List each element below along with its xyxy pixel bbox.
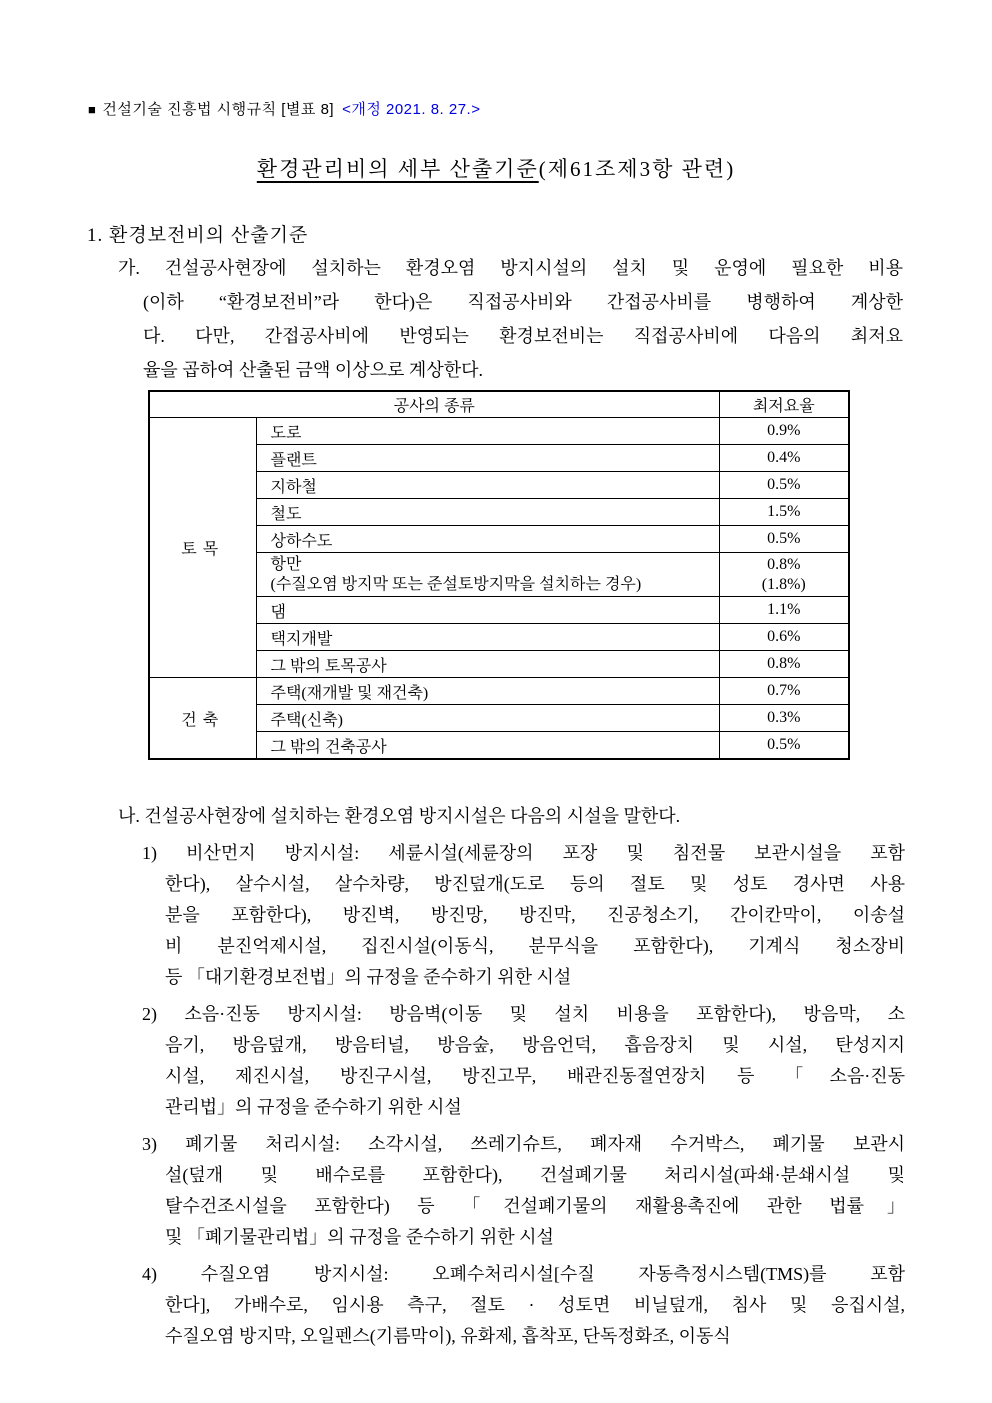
table-row [149, 418, 849, 445]
rates-table [148, 390, 850, 760]
list-item [118, 999, 905, 1123]
text-line: 4) 수질오염 방지시설: 오폐수처리시설[수질 자동측정시스템(TMS)를 포함 [142, 1264, 905, 1284]
paragraph-ga [118, 251, 903, 387]
table-row [149, 678, 849, 705]
revision-note: <개정 2021. 8. 27.> [342, 101, 481, 118]
text-line: 수질오염 방지막, 오일펜스(기름막이), 유화제, 흡착포, 단독정화조, 이동식 [165, 1326, 731, 1346]
work-type-cell: 상하수도 [256, 526, 719, 553]
page-title-suffix: (제61조제3항 관련) [538, 157, 736, 181]
text-line: 2) 소음·진동 방지시설: 방음벽(이동 및 설치 비용을 포함한다), 방음막, 소 [142, 1004, 905, 1024]
min-rate-cell: 1.5% [719, 499, 849, 526]
work-type-text: 항만 [270, 555, 302, 573]
text-line: 한다], 가배수로, 임시용 측구, 절토 · 성토면 비닐덮개, 침사 및 응집시설, [165, 1295, 905, 1315]
list-item [118, 1259, 905, 1352]
square-bullet-icon: ■ [88, 102, 97, 117]
text-line: 비 분진억제시설, 집진시설(이동식, 분무식을 포함한다), 기계식 청소장비 [165, 936, 905, 956]
min-rate-cell: 0.5% [719, 526, 849, 553]
min-rate-cell: 1.1% [719, 597, 849, 624]
text-line: 가. 건설공사현장에 설치하는 환경오염 방지시설의 설치 및 운영에 필요한 비용 [118, 258, 903, 278]
min-rate-cell: 0.4% [719, 445, 849, 472]
text-line: 분을 포함한다), 방진벽, 방진망, 방진막, 진공청소기, 간이칸막이, 이송설 [165, 905, 905, 925]
work-type-cell: 철도 [256, 499, 719, 526]
text-line: 음기, 방음덮개, 방음터널, 방음숲, 방음언덕, 흡음장치 및 시설, 탄성지지 [165, 1035, 905, 1055]
work-type-cell: 택지개발 [256, 624, 719, 651]
text-line: 한다), 살수시설, 살수차량, 방진덮개(도로 등의 절토 및 성토 경사면 사용 [165, 874, 905, 894]
list-item [118, 838, 905, 993]
min-rate-cell: 0.7% [719, 678, 849, 705]
work-type-cell: 도로 [256, 418, 719, 445]
text-line: 1) 비산먼지 방지시설: 세륜시설(세륜장의 포장 및 침전물 보관시설을 포함 [142, 843, 905, 863]
doc-note-line [88, 98, 480, 119]
doc-note-text: 건설기술 진흥법 시행규칙 [별표 8] [102, 101, 335, 118]
text-line: 및 「폐기물관리법」의 규정을 준수하기 위한 시설 [165, 1227, 554, 1247]
text-line: 시설, 제진시설, 방진구시설, 방진고무, 배관진동절연장치 등 「소음·진동 [165, 1066, 905, 1086]
work-type-subtext: (수질오염 방지막 또는 준설토방지막을 설치하는 경우) [270, 575, 642, 593]
min-rate-cell: 0.3% [719, 705, 849, 732]
min-rate-subtext: (1.8%) [761, 575, 806, 593]
page-title [0, 153, 992, 183]
work-type-cell: 플랜트 [256, 445, 719, 472]
work-type-cell: 댐 [256, 597, 719, 624]
work-type-cell: 그 밖의 토목공사 [256, 651, 719, 678]
min-rate-cell: 0.5% [719, 472, 849, 499]
section-1-heading: 1. 환경보전비의 산출기준 [87, 225, 309, 246]
text-line: 관리법」의 규정을 준수하기 위한 시설 [165, 1097, 462, 1117]
min-rate-cell [719, 553, 849, 597]
text-line: 나. 건설공사현장에 설치하는 환경오염 방지시설은 다음의 시설을 말한다. [118, 806, 681, 826]
text-line: 율을 곱하여 산출된 금액 이상으로 계상한다. [143, 360, 483, 380]
column-header-work-kind: 공사의 종류 [149, 391, 719, 418]
min-rate-cell: 0.9% [719, 418, 849, 445]
work-type-cell: 지하철 [256, 472, 719, 499]
text-line: 3) 폐기물 처리시설: 소각시설, 쓰레기슈트, 폐자재 수거박스, 폐기물 보관시 [142, 1134, 905, 1154]
work-type-cell: 그 밖의 건축공사 [256, 732, 719, 760]
work-type-cell [256, 553, 719, 597]
work-group-cell: 토목 [149, 418, 256, 678]
page-title-underlined: 환경관리비의 세부 산출기준 [256, 157, 539, 181]
text-line: (이하 “환경보전비”라 한다)은 직접공사비와 간접공사비를 병행하여 계상한 [143, 292, 903, 312]
work-type-cell: 주택(신축) [256, 705, 719, 732]
paragraph-na [118, 801, 905, 1352]
work-type-cell: 주택(재개발 및 재건축) [256, 678, 719, 705]
list-item [118, 1129, 905, 1253]
min-rate-cell: 0.5% [719, 732, 849, 760]
table-header-row [149, 391, 849, 418]
text-line: 설(덮개 및 배수로를 포함한다), 건설폐기물 처리시설(파쇄·분쇄시설 및 [165, 1165, 905, 1185]
text-line: 탈수건조시설을 포함한다) 등 「건설폐기물의 재활용촉진에 관한 법률」 [165, 1196, 905, 1216]
text-line: 다. 다만, 간접공사비에 반영되는 환경보전비는 직접공사비에 다음의 최저요 [143, 326, 903, 346]
min-rate-cell: 0.6% [719, 624, 849, 651]
column-header-min-rate: 최저요율 [719, 391, 849, 418]
work-group-cell: 건축 [149, 678, 256, 760]
text-line: 등 「대기환경보전법」의 규정을 준수하기 위한 시설 [165, 967, 572, 987]
min-rate-text: 0.8% [767, 555, 801, 573]
min-rate-cell: 0.8% [719, 651, 849, 678]
